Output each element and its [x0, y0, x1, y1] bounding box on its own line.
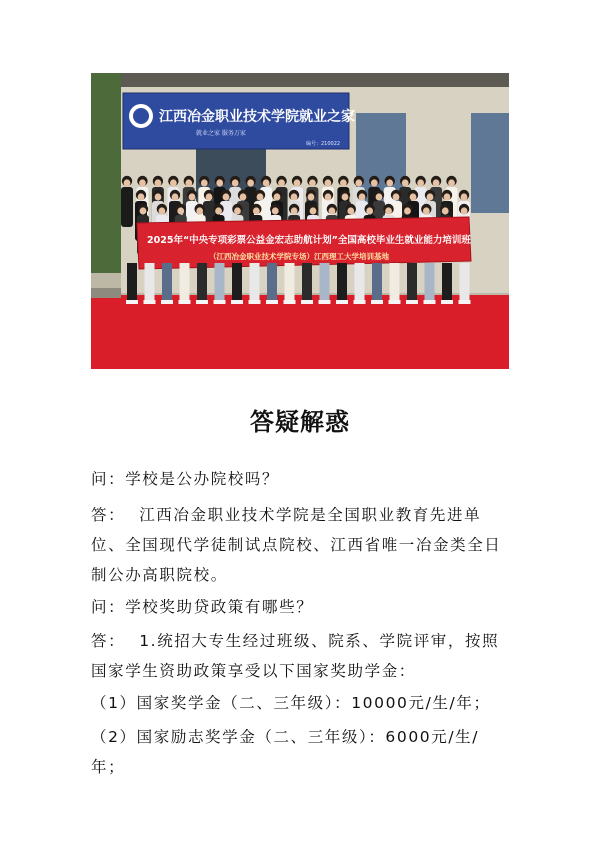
person-face	[124, 179, 131, 186]
person-face	[461, 207, 468, 214]
person-legs	[372, 263, 382, 301]
person-legs	[127, 263, 137, 301]
answer-1-label: 答：	[91, 506, 126, 524]
person-face	[201, 179, 208, 186]
person-legs	[180, 263, 190, 301]
person-shoes	[196, 300, 208, 304]
person-face	[448, 179, 455, 186]
person-legs	[442, 263, 452, 301]
person-face	[291, 207, 298, 214]
person-face	[402, 179, 409, 186]
person-shoes	[371, 300, 383, 304]
person-legs	[302, 263, 312, 301]
person-face	[444, 193, 451, 200]
person-face	[423, 207, 430, 214]
person-face	[140, 207, 147, 214]
person-legs	[407, 263, 417, 301]
person-shoes	[284, 300, 296, 304]
person-face	[223, 193, 230, 200]
person-face	[366, 207, 373, 214]
person-face	[417, 179, 424, 186]
person-shoes	[336, 300, 348, 304]
person-face	[185, 179, 192, 186]
person-shoes	[389, 300, 401, 304]
person-face	[433, 179, 440, 186]
question-2: 问：学校奖助贷政策有哪些？	[91, 598, 314, 616]
person-legs	[320, 263, 330, 301]
answer-1-text: 江西冶金职业技术学院是全国职业教育先进单位、全国现代学徒制试点院校、江西省唯一冶金类全日制公办高职院校。	[91, 506, 502, 584]
group-photo-illustration	[91, 73, 509, 369]
person-face	[294, 179, 301, 186]
person-legs	[145, 263, 155, 301]
person-legs	[425, 263, 435, 301]
person-face	[386, 179, 393, 186]
person-face	[359, 193, 366, 200]
person-shoes	[161, 300, 173, 304]
person-face	[215, 207, 222, 214]
person-shoes	[441, 300, 453, 304]
person-face	[257, 193, 264, 200]
person-legs	[355, 263, 365, 301]
person-face	[158, 207, 165, 214]
person-face	[155, 179, 162, 186]
person-face	[427, 193, 434, 200]
person-face	[272, 207, 279, 214]
person-shoes	[424, 300, 436, 304]
question-1: 问：学校是公办院校吗？	[91, 470, 280, 488]
red-carpet	[91, 295, 509, 369]
person-legs	[197, 263, 207, 301]
person-legs	[267, 263, 277, 301]
person-face	[172, 193, 179, 200]
person-face	[347, 207, 354, 214]
person-shoes	[319, 300, 331, 304]
person-shoes	[214, 300, 226, 304]
person-face	[247, 179, 254, 186]
person-face	[393, 193, 400, 200]
person-face	[206, 193, 213, 200]
answer-1	[91, 500, 511, 590]
person-legs	[250, 263, 260, 301]
person-legs	[390, 263, 400, 301]
person-face	[240, 193, 247, 200]
person-legs	[162, 263, 172, 301]
person-legs	[232, 263, 242, 301]
person-shoes	[354, 300, 366, 304]
person-face	[196, 207, 203, 214]
person-shoes	[301, 300, 313, 304]
person-face	[234, 207, 241, 214]
sign-subtitle: 就业之家 服务万家	[196, 130, 246, 137]
person-face	[371, 179, 378, 186]
person-face	[442, 207, 449, 214]
person-face	[170, 179, 177, 186]
person-face	[325, 193, 332, 200]
person-face	[274, 193, 281, 200]
person-legs	[285, 263, 295, 301]
person-shoes	[231, 300, 243, 304]
person-face	[189, 193, 196, 200]
person-face	[342, 193, 349, 200]
person-shoes	[144, 300, 156, 304]
person-shoes	[406, 300, 418, 304]
person-legs	[460, 263, 470, 301]
person-face	[177, 207, 184, 214]
banner-line-2: （江西冶金职业技术学院专场）江西理工大学培训基地	[209, 252, 389, 261]
person-face	[309, 179, 316, 186]
person-face	[385, 207, 392, 214]
tree-left	[91, 73, 121, 273]
person-face	[232, 179, 239, 186]
person-shoes	[126, 300, 138, 304]
answer-2	[91, 626, 511, 686]
person-shoes	[266, 300, 278, 304]
person-face	[155, 193, 162, 200]
group-photo	[91, 73, 509, 369]
person-shoes	[179, 300, 191, 304]
sign-number: 编号：210022	[306, 141, 341, 147]
scholarship-item-1: （1）国家奖学金（二、三年级）：10000元/生/年；	[91, 694, 491, 712]
person-face	[138, 193, 145, 200]
person-face	[278, 179, 285, 186]
person-face	[325, 179, 332, 186]
person-shoes	[459, 300, 471, 304]
window	[471, 113, 509, 213]
person-face	[404, 207, 411, 214]
person-legs	[215, 263, 225, 301]
sign-title: 江西冶金职业技术学院就业之家	[159, 109, 355, 125]
person-face	[340, 179, 347, 186]
page-heading: 答疑解惑	[250, 408, 350, 436]
person-face	[263, 179, 270, 186]
person-legs	[337, 263, 347, 301]
person-face	[139, 179, 146, 186]
person-shoes	[249, 300, 261, 304]
banner-line-1: 2025年“中央专项彩票公益金宏志助航计划”全国高校毕业生就业能力培训班	[147, 235, 471, 246]
person-face	[216, 179, 223, 186]
scholarship-item-2: （2）国家励志奖学金（二、三年级）：6000元/生/年；	[91, 728, 480, 776]
person-face	[355, 179, 362, 186]
person-face	[410, 193, 417, 200]
answer-2-text: 1.统招大专生经过班级、院系、学院评审，按照国家学生资助政策享受以下国家奖助学金：	[91, 632, 500, 680]
person-face	[253, 207, 260, 214]
person-face	[376, 193, 383, 200]
person-face	[291, 193, 298, 200]
person-face	[461, 193, 468, 200]
person-face	[308, 193, 315, 200]
person-face	[310, 207, 317, 214]
person-body	[121, 187, 133, 227]
answer-2-label: 答：	[91, 632, 126, 650]
person-face	[328, 207, 335, 214]
